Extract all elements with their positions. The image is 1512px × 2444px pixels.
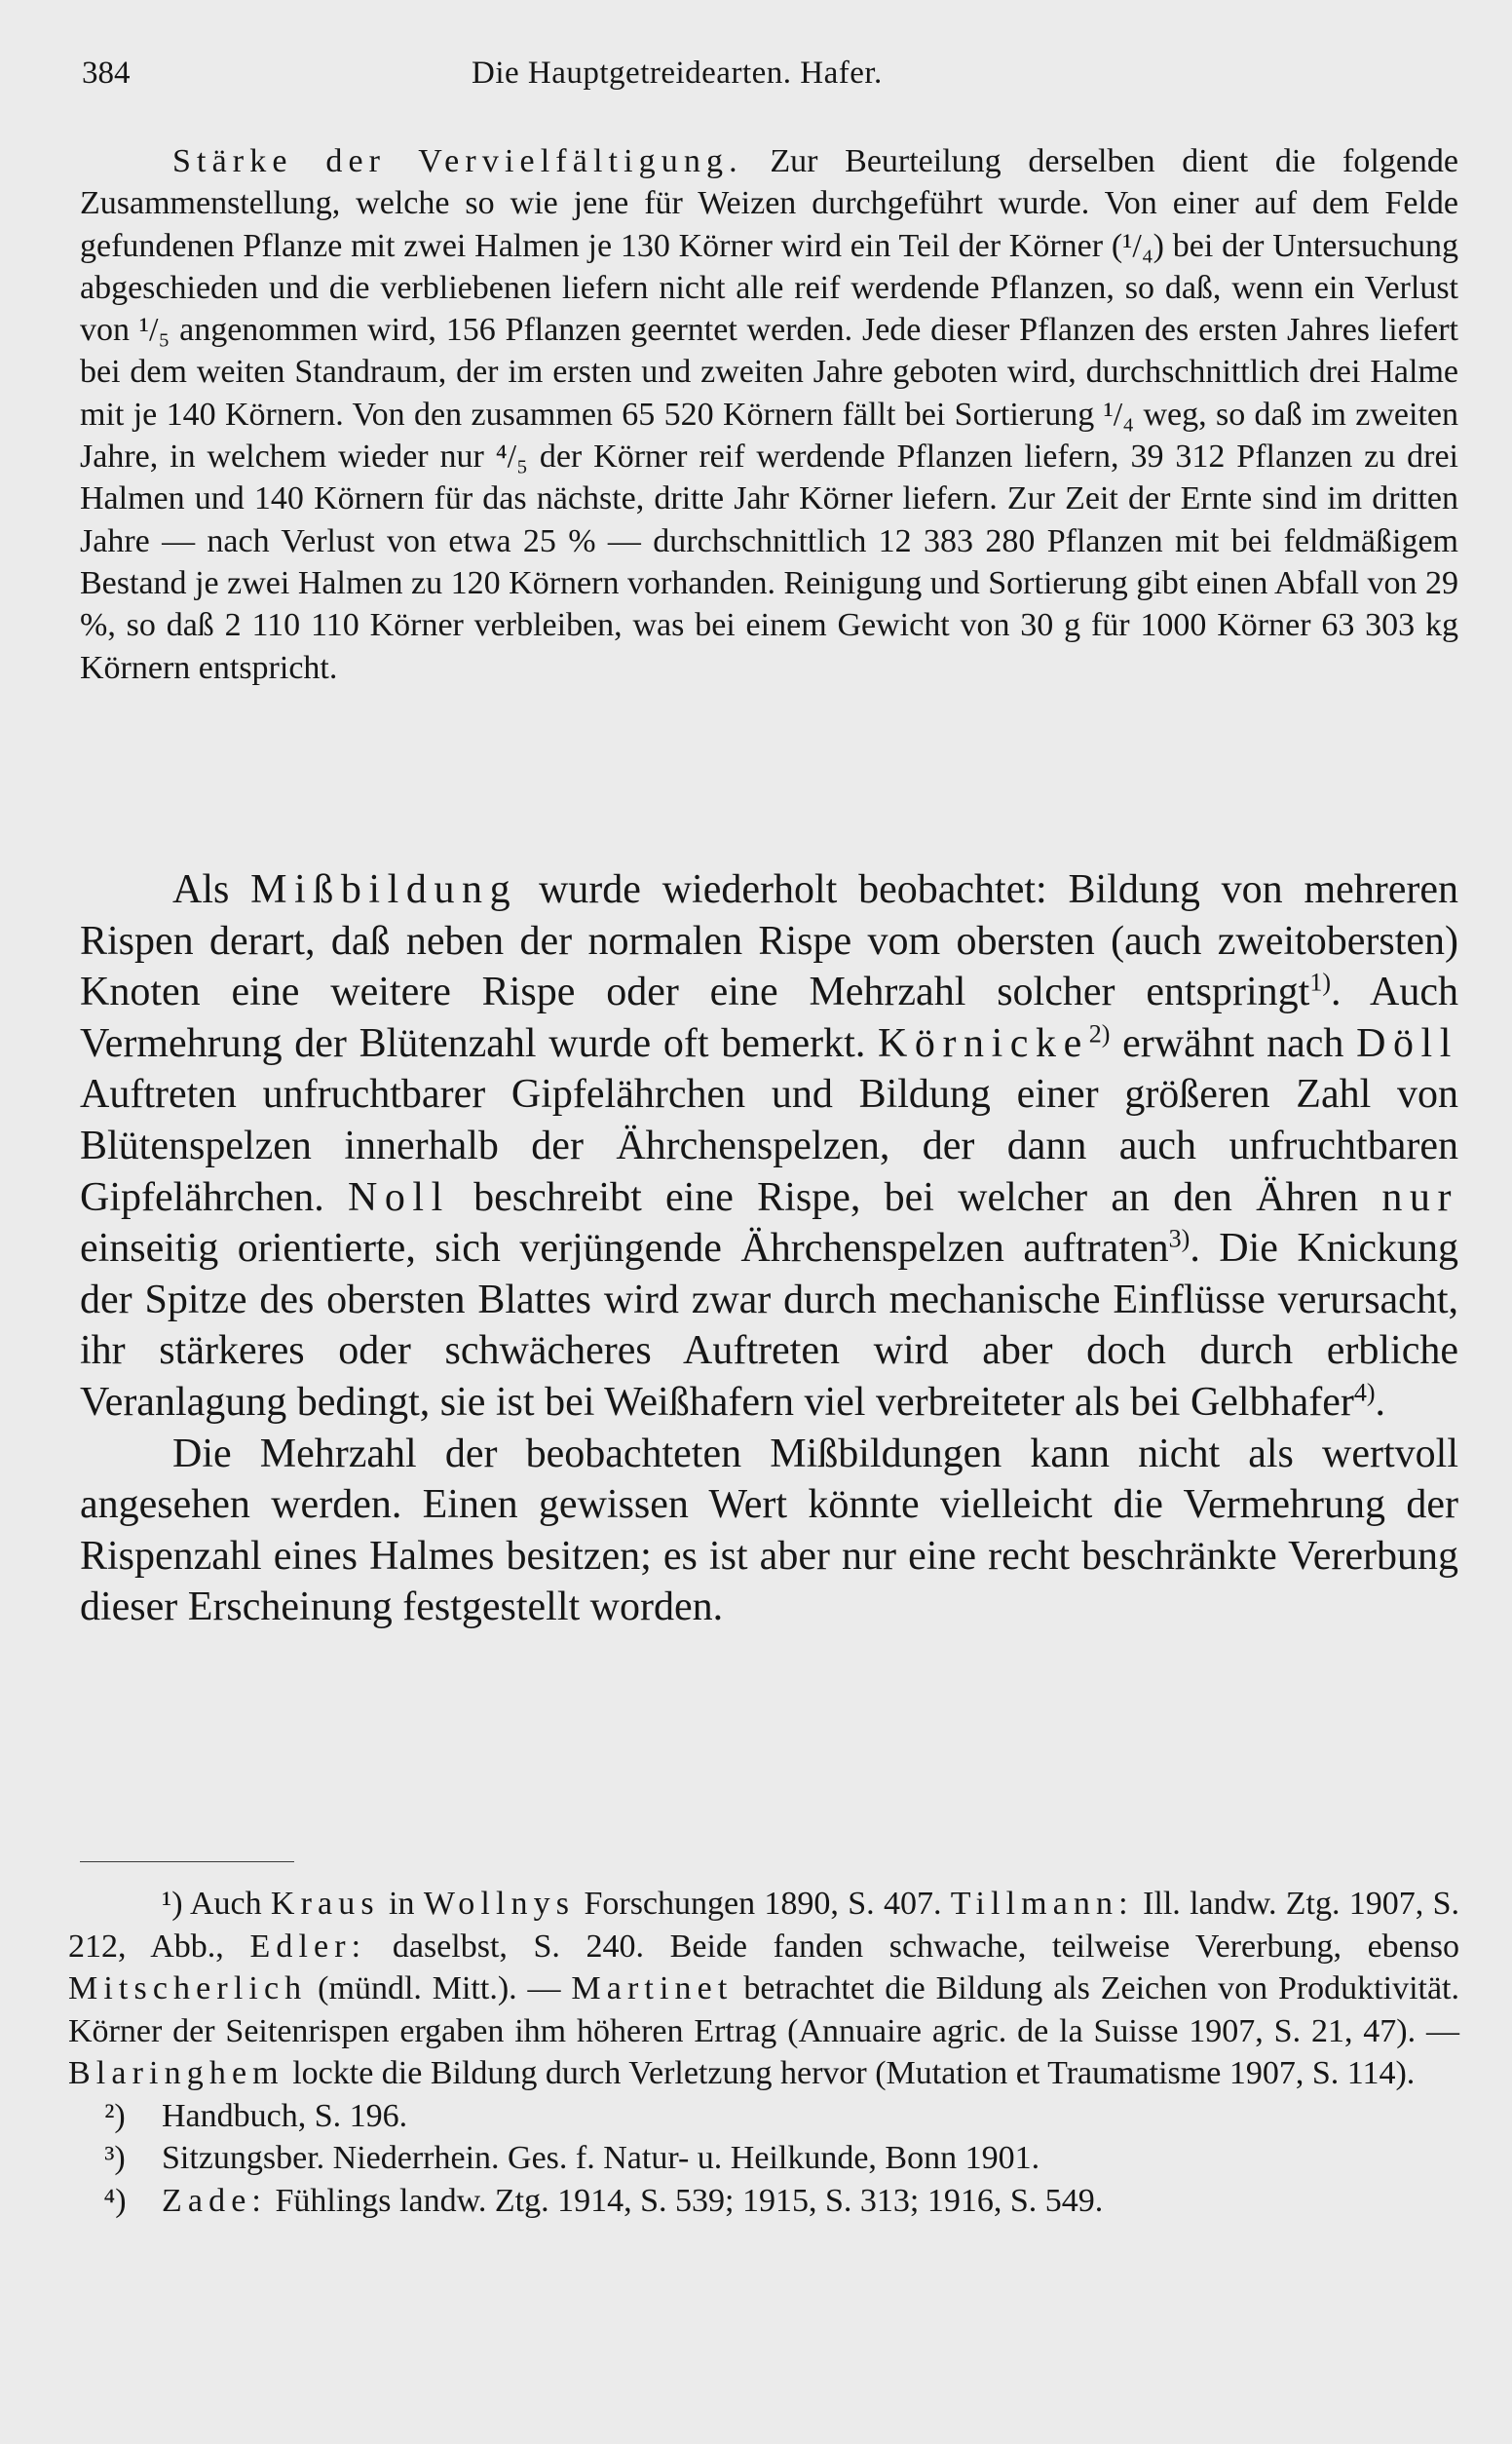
footnote-2: [68, 2095, 1459, 2138]
page-header: [82, 51, 1465, 95]
spaced-name: Kraus: [270, 1886, 380, 1922]
text-run: Forschungen 1890, S. 407.: [584, 1886, 942, 1922]
spaced-name: Blaringhem: [68, 2055, 284, 2091]
footnote-mark: ¹): [162, 1886, 183, 1922]
footnote-mark: ³): [104, 2140, 126, 2176]
spaced-term: Stärke der Vervielfältigung.: [172, 143, 743, 179]
footnote-mark: ⁴): [103, 2182, 127, 2219]
spaced-term: Noll: [347, 1174, 450, 1220]
text-run: daselbst, S. 240. Beide fanden schwache, teilweise Vererbung, ebenso: [392, 1928, 1459, 1965]
body-main-text: [80, 864, 1458, 1633]
text-run: Sitzungsber. Niederrhein. Ges. f. Natur- u. Heilkunde, Bonn 1901.: [162, 2140, 1040, 2176]
text-run: Auftreten unfruchtbarer Gipfelährchen und Bildung einer größeren Zahl von Blütenspelzen innerhalb der Ährchenspelzen, der dann auch unfruchtbaren Gipfelährchen.: [80, 1072, 1458, 1220]
text-run: .: [1375, 1379, 1386, 1425]
footnote-ref: 3): [1168, 1224, 1191, 1253]
spaced-term: Mißbildung: [250, 867, 518, 912]
spaced-name: Edler:: [249, 1928, 367, 1965]
spaced-term: Körnicke: [878, 1020, 1089, 1066]
paragraph-multiplication: [80, 140, 1458, 689]
footnote-4: [68, 2180, 1459, 2223]
text-run: Ill. landw. Ztg. 1907, S. 212, Abb.,: [68, 1886, 1460, 1965]
text-run: einseitig orientierte, sich verjüngende Ährchenspelzen auftraten: [80, 1226, 1169, 1272]
spaced-name: Mitscherlich: [68, 1970, 308, 2006]
footnote-3: [68, 2137, 1459, 2180]
page-number: 384: [82, 56, 131, 91]
footnote-ref: 1): [1309, 968, 1331, 997]
footnotes: [68, 1883, 1459, 2222]
text-run: Auch: [189, 1886, 262, 1922]
spaced-name: Zade:: [162, 2182, 267, 2219]
text-run: Handbuch, S. 196.: [162, 2097, 408, 2134]
body-small-print: [80, 140, 1458, 689]
text-run: in: [389, 1886, 415, 1922]
text-run: wurde wiederholt beobachtet: Bildung von mehreren Rispen derart, daß neben der normalen Rispe vom obersten (auch zweitobersten) Knoten eine weitere Rispe oder eine Mehrzahl solcher entspringt: [80, 867, 1459, 1015]
paragraph-text: Zur Beurteilung derselben dient die folgende Zusammenstellung, welche so wie jene für Weizen durchgeführt wurde. Von einer auf dem Felde gefundenen Pflanze mit zwei Halmen je 130 Körner wird ein Teil der Körner (¹/₄) bei der Untersuchung abgeschieden und die verbliebenen liefern nicht alle reif werdende Pflanzen, so daß, wenn ein Verlust von ¹/₅ angenommen wird, 156 Pflanzen geerntet werden. Jede dieser Pflanzen des ersten Jahres liefert bei dem weiten Standraum, der im ersten und zweiten Jahre geboten wird, durchschnittlich drei Halme mit je 140 Körnern. Von den zusammen 65 520 Körnern fällt bei Sortierung ¹/₄ weg, so daß im zweiten Jahre, in welchem wieder nur ⁴/₅ der Körner reif werdende Pflanzen liefern, 39 312 Pflanzen zu drei Halmen und 140 Körnern für das nächste, dritte Jahr Körner liefern. Zur Zeit der Ernte sind im dritten Jahre — nach Verlust von etwa 25 % — durchschnittlich 12 383 280 Pflanzen mit bei feldmäßigem Bestand je zwei Halmen zu 120 Körnern vorhanden. Reinigung und Sortierung gibt einen Abfall von 29 %, so daß 2 110 110 Körner verbleiben, was bei einem Gewicht von 30 g für 1000 Körner 63 303 kg Körnern entspricht.: [80, 143, 1459, 686]
footnote-mark: ²): [104, 2097, 126, 2134]
text-run: erwähnt nach: [1122, 1020, 1344, 1066]
text-run: (mündl. Mitt.). —: [318, 1970, 561, 2006]
text-run: . Auch Vermehrung der Blütenzahl wurde oft bemerkt.: [80, 970, 1458, 1066]
footnote-1: [68, 1883, 1459, 2095]
footnote-ref: 4): [1353, 1378, 1376, 1407]
text-run: Als: [172, 867, 230, 912]
spaced-term: nur: [1381, 1174, 1458, 1220]
running-title: Die Hauptgetreidearten. Hafer.: [472, 56, 883, 91]
spaced-term: Döll: [1356, 1020, 1458, 1066]
text-run: betrachtet die Bildung als Zeichen von Produktivität. Körner der Seitenrispen ergaben ihm höheren Ertrag (Annuaire agric. de la Suisse 1907, S. 21, 47). —: [68, 1970, 1460, 2049]
text-run: lockte die Bildung durch Verletzung hervor (Mutation et Traumatisme 1907, S. 114).: [292, 2055, 1416, 2091]
spaced-name: Tillmann:: [950, 1886, 1134, 1922]
paragraph-malformation: [80, 864, 1458, 1429]
paragraph-conclusion: Die Mehrzahl der beobachteten Mißbildungen kann nicht als wertvoll angesehen werden. Einen gewissen Wert könnte vielleicht die Vermehrung der Rispenzahl eines Halmes besitzen; es ist aber nur eine recht beschränkte Vererbung dieser Erscheinung festgestellt worden.: [80, 1431, 1458, 1630]
text-run: beschreibt eine Rispe, bei welcher an den Ähren: [473, 1174, 1359, 1220]
text-run: Fühlings landw. Ztg. 1914, S. 539; 1915, S. 313; 1916, S. 549.: [275, 2182, 1104, 2219]
spaced-name: Wollnys: [423, 1886, 576, 1922]
text-run: . Die Knickung der Spitze des obersten Blattes wird zwar durch mechanische Einflüsse verursacht, ihr stärkeres oder schwächeres Auftreten wird aber doch durch erbliche Veranlagung bedingt, sie ist bei Weißhafern viel verbreiteter als bei Gelbhafer: [80, 1226, 1458, 1425]
footnote-ref: 2): [1088, 1019, 1111, 1049]
footnote-rule: [80, 1861, 294, 1862]
spaced-name: Martinet: [571, 1970, 734, 2006]
